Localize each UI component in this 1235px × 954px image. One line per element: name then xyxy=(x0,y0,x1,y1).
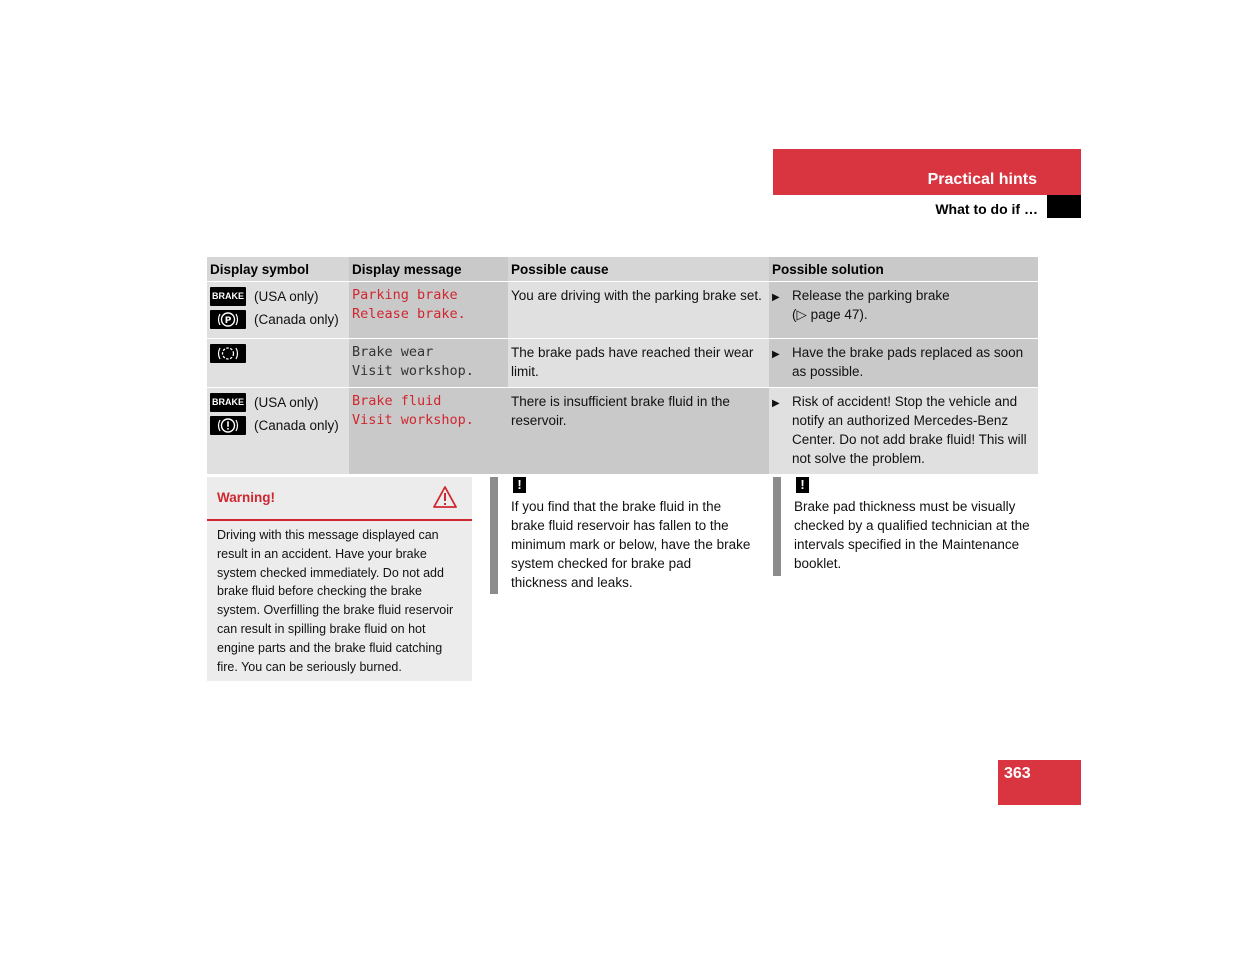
note-side-bar xyxy=(773,477,781,576)
note-side-bar xyxy=(490,477,498,594)
note-text: If you find that the brake fluid in the brake fluid reservoir has fallen to the minimum mark or below, have the brake system checked for brake pad thickness and leaks. xyxy=(511,499,751,590)
solution-cell xyxy=(769,339,1038,388)
bullet-triangle-icon: ▶ xyxy=(772,398,780,409)
header-display-symbol: Display symbol xyxy=(207,257,349,282)
brake-symbol-icon: BRAKE xyxy=(210,393,246,412)
message-cell xyxy=(349,388,508,475)
page-number-box xyxy=(998,760,1081,805)
warning-box xyxy=(207,477,472,681)
header-possible-cause: Possible cause xyxy=(508,257,769,282)
svg-text:P: P xyxy=(224,315,232,326)
symbol-cell xyxy=(207,282,349,339)
symbol-cell xyxy=(207,388,349,475)
header-display-message: Display message xyxy=(349,257,508,282)
message-line: Brake fluid xyxy=(352,393,442,409)
exclamation-icon: ! xyxy=(796,477,809,493)
warning-triangle-icon xyxy=(432,485,458,509)
subsection-title: What to do if … xyxy=(935,201,1038,217)
warning-header xyxy=(207,477,472,521)
message-cell xyxy=(349,282,508,339)
section-header-bar xyxy=(773,149,1081,195)
note-text: Brake pad thickness must be visually checked by a qualified technician at the intervals specified in the Maintenance booklet. xyxy=(794,499,1030,571)
cause-cell: You are driving with the parking brake set. xyxy=(508,282,769,339)
warning-label: Warning! xyxy=(217,490,275,505)
bullet-triangle-icon: ▶ xyxy=(772,349,780,360)
symbol-note: (USA only) xyxy=(254,394,319,410)
brake-wear-icon xyxy=(210,344,246,363)
note-brake-fluid xyxy=(490,477,752,595)
message-line: Visit workshop. xyxy=(352,412,474,428)
header-possible-solution: Possible solution xyxy=(769,257,1038,282)
message-line: Parking brake xyxy=(352,287,458,303)
symbol-cell xyxy=(207,339,349,388)
table-row xyxy=(207,388,1038,475)
brake-symbol-icon: BRAKE xyxy=(210,287,246,306)
symbol-note: (Canada only) xyxy=(254,311,339,327)
page-reference-link[interactable]: (▷ page 47). xyxy=(792,307,868,322)
symbol-note: (USA only) xyxy=(254,288,319,304)
exclamation-icon: ! xyxy=(513,477,526,493)
cause-cell: There is insufficient brake fluid in the reservoir. xyxy=(508,388,769,475)
cause-cell: The brake pads have reached their wear limit. xyxy=(508,339,769,388)
solution-cell xyxy=(769,388,1038,475)
symbol-note: (Canada only) xyxy=(254,417,339,433)
warning-text: Driving with this message displayed can result in an accident. Have your brake system checked immediately. Do not add brake fluid before checking the brake system. Overfilling the brake fluid reservoir can result in spilling brake fluid on hot engine parts and the brake fluid catching fire. You can be seriously burned. xyxy=(217,528,454,674)
solution-text: Release the parking brake xyxy=(792,288,950,303)
message-cell xyxy=(349,339,508,388)
solution-text: Have the brake pads replaced as soon as possible. xyxy=(792,345,1024,379)
page-number: 363 xyxy=(1004,765,1031,782)
bullet-triangle-icon: ▶ xyxy=(772,292,780,303)
note-brake-pad xyxy=(773,477,1041,577)
table-header-row xyxy=(207,257,1038,282)
table-row xyxy=(207,282,1038,339)
section-title: Practical hints xyxy=(927,171,1037,188)
parking-brake-p-icon xyxy=(210,310,246,329)
solution-cell xyxy=(769,282,1038,339)
solution-text: Risk of accident! Stop the vehicle and notify an authorized Mercedes-Benz Center. Do not add brake fluid! This will not solve the problem. xyxy=(792,394,1027,466)
display-messages-table xyxy=(207,257,1038,474)
message-line: Brake wear xyxy=(352,344,434,360)
message-line: Release brake. xyxy=(352,306,466,322)
message-line: Visit workshop. xyxy=(352,363,474,379)
section-tab-marker xyxy=(1047,195,1081,218)
brake-warning-exclamation-icon xyxy=(210,416,246,435)
table-row xyxy=(207,339,1038,388)
